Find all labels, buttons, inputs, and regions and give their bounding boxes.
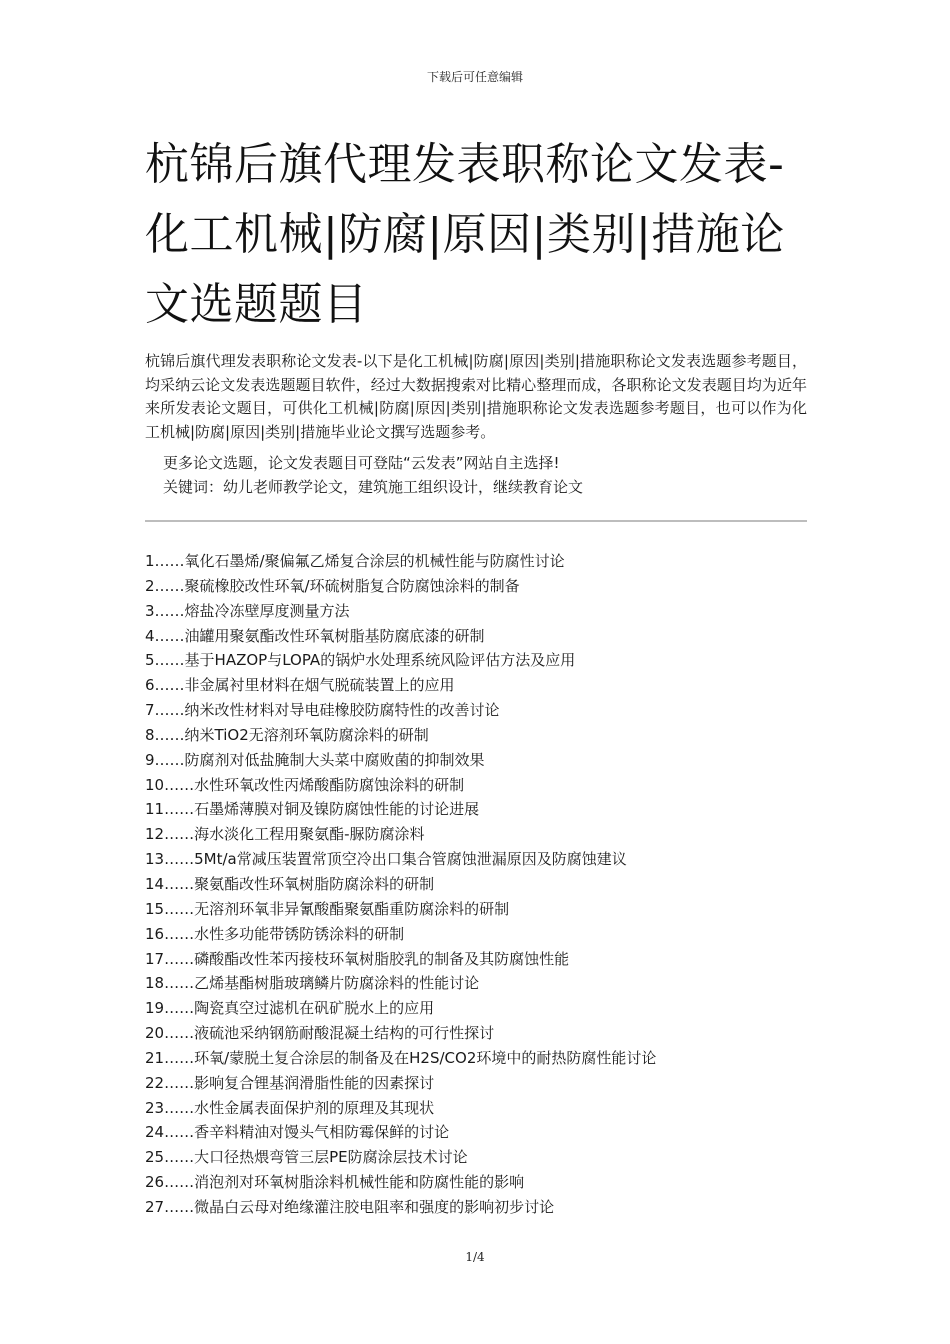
topic-item: 21……环氧/蒙脱土复合涂层的制备及在H2S/CO2环境中的耐热防腐性能讨论 <box>145 1048 657 1067</box>
topic-item: 2……聚硫橡胶改性环氧/环硫树脂复合防腐蚀涂料的制备 <box>145 576 520 595</box>
topic-item: 23……水性金属表面保护剂的原理及其现状 <box>145 1098 435 1117</box>
topic-item: 22……影响复合锂基润滑脂性能的因素探讨 <box>145 1073 435 1092</box>
intro-paragraph: 杭锦后旗代理发表职称论文发表-以下是化工机械|防腐|原因|类别|措施职称论文发表选题参考题目，均采纳云论文发表选题题目软件，经过大数据搜索对比精心整理而成，各职称论文发表题目均为近年来所发表论文题目，可供化工机械|防腐|原因|类别|措施职称论文发表选题参考题目，也可以作为化工机械|防腐|原因|类别|措施毕业论文撰写选题参考。 <box>145 352 807 441</box>
page-number: 1/4 <box>465 1250 485 1264</box>
topic-item: 26……消泡剂对环氧树脂涂料机械性能和防腐性能的影响 <box>145 1173 525 1192</box>
topic-item: 8……纳米TiO2无溶剂环氧防腐涂料的研制 <box>145 725 429 744</box>
topic-item: 3……熔盐冷冻壁厚度测量方法 <box>145 601 350 620</box>
topic-list <box>145 549 815 1220</box>
topic-item: 4……油罐用聚氨酯改性环氧树脂基防腐底漆的研制 <box>145 626 485 645</box>
topic-item: 5……基于HAZOP与LOPA的锅炉水处理系统风险评估方法及应用 <box>145 651 576 670</box>
topic-item: 10……水性环氧改性丙烯酸酯防腐蚀涂料的研制 <box>145 775 465 794</box>
more-info-line: 更多论文选题，论文发表题目可登陆“云发表”网站自主选择! <box>163 454 560 472</box>
topic-item: 1……氧化石墨烯/聚偏氟乙烯复合涂层的机械性能与防腐性讨论 <box>145 552 565 570</box>
topic-item: 7……纳米改性材料对导电硅橡胶防腐特性的改善讨论 <box>145 701 500 720</box>
topic-item: 20……液硫池采纳钢筋耐酸混凝土结构的可行性探讨 <box>145 1024 495 1043</box>
topic-item: 17……磷酸酯改性苯丙接枝环氧树脂胶乳的制备及其防腐蚀性能 <box>145 949 570 968</box>
page-header-note: 下载后可任意编辑 <box>426 70 523 84</box>
topic-item: 14……聚氨酯改性环氧树脂防腐涂料的研制 <box>145 874 435 893</box>
topic-item: 11……石墨烯薄膜对铜及镍防腐蚀性能的讨论进展 <box>145 800 480 819</box>
topic-item: 12……海水淡化工程用聚氨酯-脲防腐涂料 <box>145 825 425 844</box>
section-divider <box>145 520 807 522</box>
topic-item: 15……无溶剂环氧非异氰酸酯聚氨酯重防腐涂料的研制 <box>145 899 510 918</box>
topic-item: 16……水性多功能带锈防锈涂料的研制 <box>145 924 405 943</box>
topic-item: 9……防腐剂对低盐腌制大头菜中腐败菌的抑制效果 <box>145 750 485 769</box>
topic-item: 19……陶瓷真空过滤机在矾矿脱水上的应用 <box>145 999 435 1018</box>
topic-item: 6……非金属衬里材料在烟气脱硫装置上的应用 <box>145 676 455 695</box>
topic-item: 25……大口径热煨弯管三层PE防腐涂层技术讨论 <box>145 1148 468 1167</box>
topic-item: 24……香辛料精油对馒头气相防霉保鲜的讨论 <box>145 1123 450 1142</box>
topic-item: 13……5Mt/a常减压装置常顶空冷出口集合管腐蚀泄漏原因及防腐蚀建议 <box>145 850 627 869</box>
keywords-line: 关键词：幼儿老师教学论文，建筑施工组织设计，继续教育论文 <box>163 478 584 496</box>
topic-item: 27……微晶白云母对绝缘灌注胶电阻率和强度的影响初步讨论 <box>145 1197 555 1216</box>
topic-item: 18……乙烯基酯树脂玻璃鳞片防腐涂料的性能讨论 <box>145 974 480 993</box>
document-title: 杭锦后旗代理发表职称论文发表-化工机械|防腐|原因|类别|措施论文选题题目 <box>145 139 785 330</box>
